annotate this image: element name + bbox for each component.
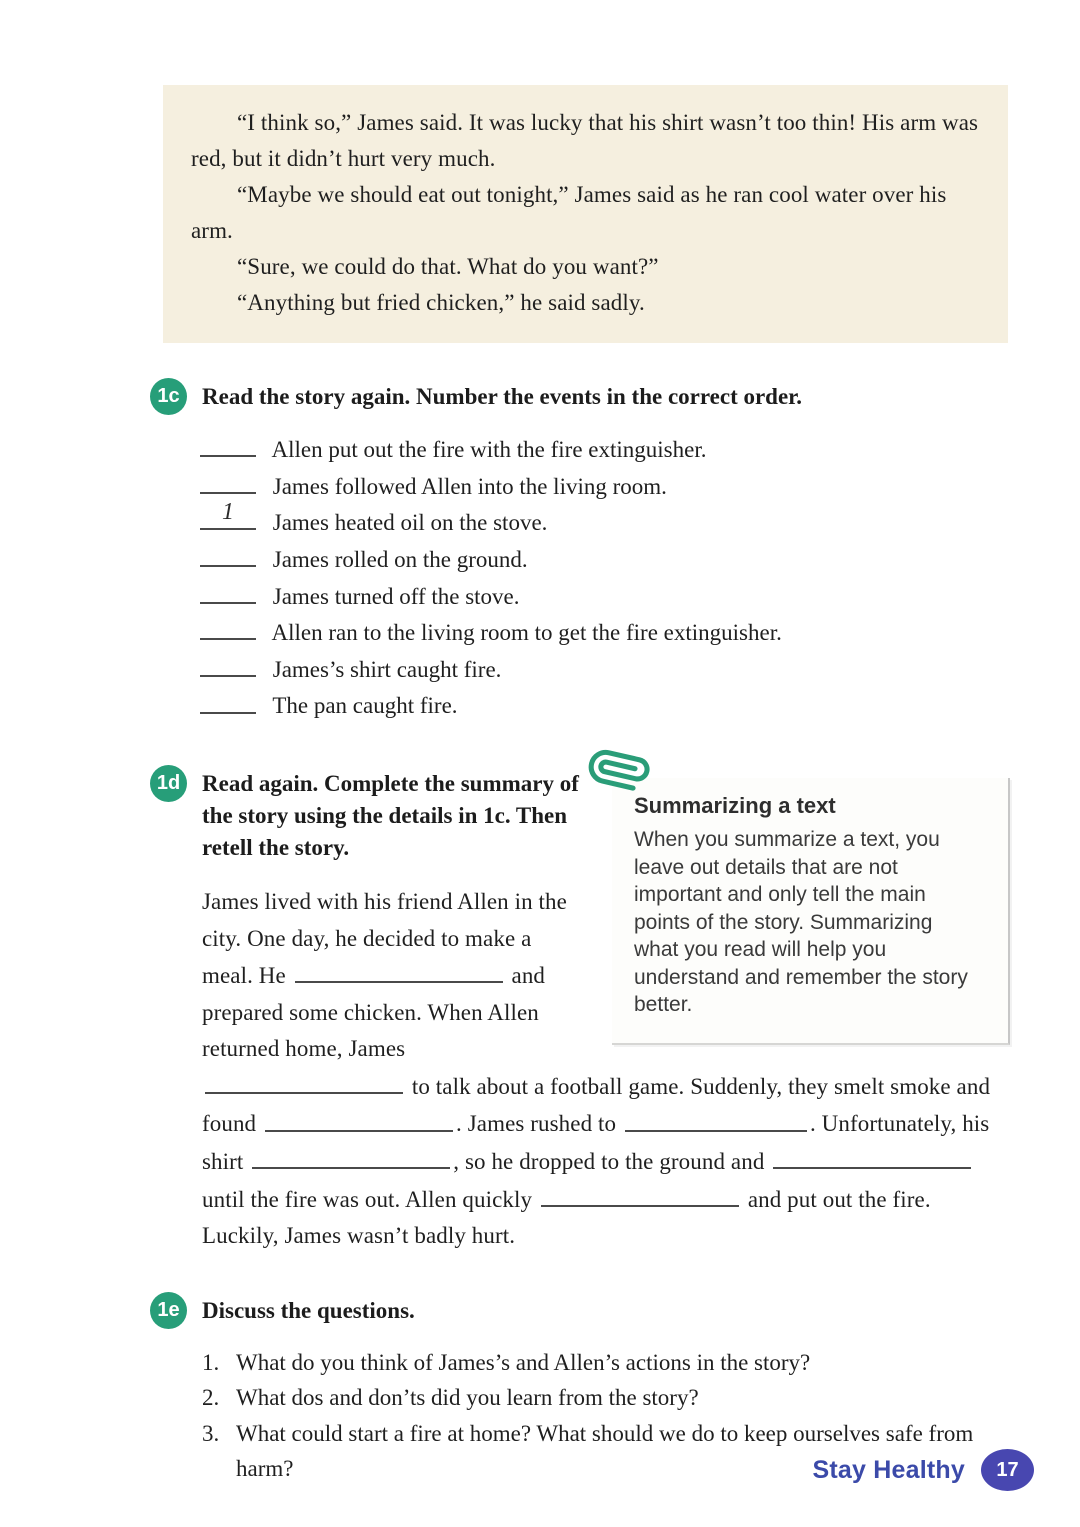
question-text: What could start a fire at home? What should we do to keep ourselves safe from harm? [236, 1420, 974, 1482]
order-blank[interactable] [200, 431, 256, 457]
event-item [200, 541, 1010, 578]
question-number: 3. [202, 1420, 220, 1446]
order-blank[interactable] [200, 541, 256, 567]
fill-blank[interactable] [205, 1068, 403, 1094]
question-number: 1. [202, 1349, 220, 1375]
summary-text: James lived with his friend Allen in the city. One day, he decided to make a meal. He [202, 889, 567, 989]
summarizing-tip-card [612, 778, 1010, 1045]
page-footer [813, 1449, 1034, 1491]
order-blank[interactable] [200, 578, 256, 604]
fill-blank[interactable] [625, 1105, 807, 1131]
question-text: What do you think of James’s and Allen’s actions in the story? [236, 1349, 811, 1375]
section-badge-1c: 1c [150, 378, 187, 415]
fill-blank[interactable] [252, 1143, 450, 1169]
event-text: James’s shirt caught fire. [272, 656, 502, 682]
page-number: 17 [996, 1458, 1019, 1481]
event-text: Allen put out the fire with the fire extinguisher. [271, 437, 707, 463]
event-item [200, 468, 1010, 505]
page-number-badge [981, 1449, 1034, 1491]
event-item [200, 651, 1010, 688]
summary-text: . Unfortunately, his shirt [202, 1111, 990, 1175]
event-item [200, 498, 1010, 541]
order-blank[interactable] [200, 614, 256, 640]
summary-text: . James rushed to [456, 1111, 622, 1137]
story-paragraph: “Anything but fried chicken,” he said sadly. [237, 290, 645, 315]
event-item [200, 687, 1010, 724]
section-1d-header [150, 764, 586, 864]
fill-blank[interactable] [265, 1105, 453, 1131]
tip-title: Summarizing a text [634, 793, 836, 819]
fill-blank[interactable] [541, 1181, 739, 1207]
section-1d [150, 764, 1010, 1255]
event-text: James followed Allen into the living room. [272, 473, 667, 499]
event-text: The pan caught fire. [272, 693, 458, 719]
fill-blank[interactable] [773, 1143, 971, 1169]
order-answer: 1 [222, 498, 234, 525]
story-excerpt-box [163, 85, 1008, 343]
event-item [200, 578, 1010, 615]
event-text: James heated oil on the stove. [272, 510, 548, 536]
section-1c [150, 377, 1010, 724]
story-paragraph: “Sure, we could do that. What do you want?” [237, 254, 659, 279]
tip-body: When you summarize a text, you leave out details that are not important and only tell the main points of the story. Summarizing what you read will help you understand and remember the story better. [634, 828, 968, 1017]
event-text: Allen ran to the living room to get the fire extinguisher. [271, 620, 782, 646]
summary-text: and put out the fire. Luckily, James wasn’t badly hurt. [202, 1186, 931, 1249]
paperclip-icon [590, 734, 648, 806]
question-text: What dos and don’ts did you learn from the story? [236, 1385, 699, 1411]
section-1c-title: Read the story again. Number the events in the correct order. [202, 384, 803, 409]
section-badge-1d: 1d [150, 765, 187, 802]
event-item [200, 431, 1010, 468]
section-1e-header [150, 1291, 1010, 1329]
summary-text: and prepared some chicken. When Allen returned home, James [202, 963, 546, 1062]
story-paragraph: “Maybe we should eat out tonight,” James said as he ran cool water over his arm. [191, 182, 947, 243]
order-blank[interactable] [200, 498, 256, 530]
section-1d-title: Read again. Complete the summary of the story using the details in 1c. Then retell the story. [202, 771, 579, 861]
summary-text: , so he dropped to the ground and [453, 1149, 771, 1175]
event-text: James rolled on the ground. [272, 547, 528, 573]
order-blank[interactable] [200, 651, 256, 677]
event-item [200, 614, 1010, 651]
fill-blank[interactable] [295, 957, 503, 983]
story-paragraph: “I think so,” James said. It was lucky that his shirt wasn’t too thin! His arm was red, but it didn’t hurt very much. [191, 110, 979, 171]
order-blank[interactable] [200, 468, 256, 494]
event-text: James turned off the stove. [272, 583, 520, 609]
section-1e-title: Discuss the questions. [202, 1297, 415, 1323]
question-item [202, 1380, 1010, 1416]
question-item [202, 1345, 1010, 1381]
section-badge-1e: 1e [150, 1292, 187, 1329]
section-1c-header [150, 377, 1010, 415]
unit-title: Stay Healthy [812, 1455, 965, 1484]
summary-text: to talk about a football game. Suddenly, they smelt smoke and found [202, 1073, 991, 1137]
question-number: 2. [202, 1385, 220, 1411]
event-order-list [150, 431, 1010, 724]
order-blank[interactable] [200, 687, 256, 713]
summary-text: until the fire was out. Allen quickly [202, 1186, 538, 1212]
